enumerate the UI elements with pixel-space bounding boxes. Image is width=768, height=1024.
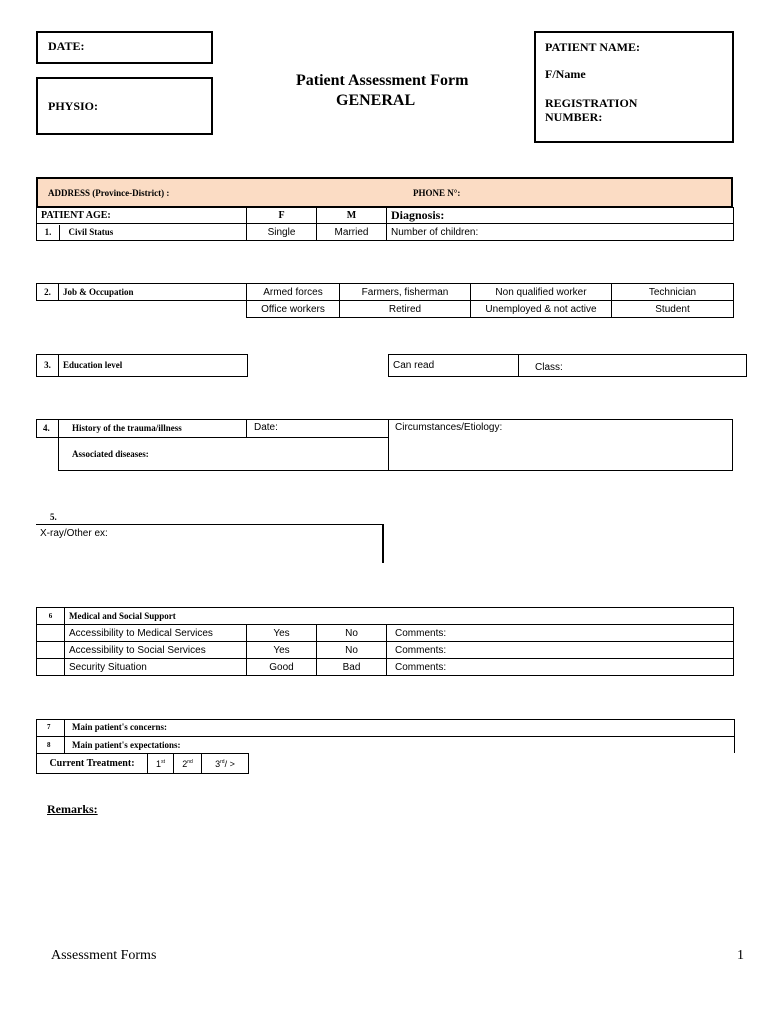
history-right-border (732, 419, 733, 471)
job-option[interactable]: Retired (340, 301, 471, 318)
job-option[interactable]: Student (612, 301, 734, 318)
date-box[interactable] (36, 31, 213, 64)
age-m-cell[interactable]: M (317, 208, 387, 224)
form-title: Patient Assessment Form (296, 72, 469, 89)
circumstances-field[interactable]: Circumstances/Etiology: (395, 422, 503, 433)
job-row-2 (37, 301, 734, 318)
support-comments[interactable]: Comments: (387, 625, 734, 642)
education-label: Education level (59, 355, 248, 377)
concerns-right-border (734, 719, 735, 753)
children-field[interactable]: Number of children: (387, 224, 734, 241)
support-title: Medical and Social Support (65, 608, 734, 625)
support-row (37, 659, 734, 676)
concerns-block (36, 719, 735, 753)
job-table (36, 283, 734, 318)
patient-age-label: PATIENT AGE: (37, 208, 247, 224)
support-row (37, 642, 734, 659)
reading-table (388, 354, 747, 377)
concerns-num: 7 (47, 723, 51, 731)
treatment-second-num: 2 (182, 759, 188, 769)
job-row-1 (37, 284, 734, 301)
history-mid-border (58, 437, 388, 438)
history-num-divider (58, 419, 59, 471)
date-label: DATE: (48, 39, 85, 53)
history-divider (388, 419, 389, 471)
job-label: Job & Occupation (59, 284, 247, 301)
history-left-border (36, 419, 37, 437)
job-option[interactable]: Farmers, fisherman (340, 284, 471, 301)
support-header-row (37, 608, 734, 625)
history-bottom-border (58, 470, 733, 471)
fname-label: F/Name (545, 67, 586, 81)
support-num: 6 (37, 608, 65, 625)
support-comments[interactable]: Comments: (387, 642, 734, 659)
registration-label-1: REGISTRATION (545, 96, 638, 110)
education-table (36, 354, 248, 377)
age-row (37, 208, 734, 224)
class-field[interactable]: Class: (519, 355, 747, 377)
history-num: 4. (43, 423, 50, 433)
phone-label: PHONE N°: (413, 188, 461, 198)
married-option[interactable]: Married (317, 224, 387, 241)
physio-label: PHYSIO: (48, 99, 99, 113)
treatment-third-suffix: / > (224, 759, 235, 769)
civil-status-num: 1. (37, 225, 60, 240)
support-row-label: Security Situation (65, 659, 247, 676)
patient-name-label: PATIENT NAME: (545, 40, 641, 54)
job-option[interactable]: Non qualified worker (471, 284, 612, 301)
support-row-label: Accessibility to Social Services (65, 642, 247, 659)
job-empty (37, 301, 59, 318)
address-row[interactable] (36, 177, 733, 208)
patient-info-box[interactable] (534, 31, 734, 143)
expectations-num: 8 (47, 741, 51, 749)
xray-label: X-ray/Other ex: (40, 528, 108, 539)
support-option-bad[interactable]: Bad (317, 659, 387, 676)
age-f-cell[interactable]: F (247, 208, 317, 224)
footer-title: Assessment Forms (51, 948, 157, 963)
support-option-yes[interactable]: Yes (247, 642, 317, 659)
education-num: 3. (37, 355, 59, 377)
support-row-label: Accessibility to Medical Services (65, 625, 247, 642)
treatment-second-sup: nd (187, 759, 193, 765)
remarks-label: Remarks: (47, 802, 98, 816)
support-row (37, 625, 734, 642)
concerns-num-divider (64, 719, 65, 753)
support-comments[interactable]: Comments: (387, 659, 734, 676)
history-num-bottom (36, 437, 58, 438)
concerns-mid-border (36, 736, 735, 737)
civil-status-label (37, 224, 247, 241)
associated-diseases-field[interactable]: Associated diseases: (72, 449, 149, 459)
treatment-first[interactable] (148, 754, 174, 774)
treatment-third[interactable] (202, 754, 249, 774)
can-read-field[interactable]: Can read (389, 355, 519, 377)
history-block (36, 419, 733, 471)
xray-num: 5. (50, 512, 57, 522)
page-number: 1 (737, 948, 744, 963)
treatment-first-sup: st (161, 759, 165, 765)
concerns-top-border (36, 719, 735, 720)
history-top-border (36, 419, 733, 420)
concerns-left-border (36, 719, 37, 753)
diagnosis-label[interactable]: Diagnosis: (387, 208, 734, 224)
job-num: 2. (37, 284, 59, 301)
support-option-good[interactable]: Good (247, 659, 317, 676)
history-label: History of the trauma/illness (72, 423, 182, 433)
support-empty (37, 625, 65, 642)
expectations-label[interactable]: Main patient's expectations: (72, 740, 181, 750)
support-option-yes[interactable]: Yes (247, 625, 317, 642)
civil-status-text: Civil Status (68, 226, 114, 237)
current-treatment-label: Current Treatment: (37, 754, 148, 774)
treatment-third-sup: rd (220, 759, 225, 765)
support-table (36, 607, 734, 676)
treatment-first-num: 1 (156, 759, 162, 769)
support-empty (37, 642, 65, 659)
support-empty (37, 659, 65, 676)
registration-label-2: NUMBER: (545, 110, 603, 124)
history-date-field[interactable]: Date: (254, 422, 278, 433)
xray-box[interactable] (36, 524, 384, 563)
concerns-label[interactable]: Main patient's concerns: (72, 722, 167, 732)
treatment-third-num: 3 (215, 759, 221, 769)
age-civil-table (36, 207, 734, 241)
civil-status-row (37, 224, 734, 241)
job-option[interactable]: Technician (612, 284, 734, 301)
support-option-no[interactable]: No (317, 642, 387, 659)
form-subtitle: GENERAL (336, 92, 416, 109)
job-option[interactable]: Unemployed & not active (471, 301, 612, 318)
history-divider (246, 419, 247, 437)
treatment-table (36, 753, 249, 774)
treatment-second[interactable] (174, 754, 202, 774)
support-option-no[interactable]: No (317, 625, 387, 642)
single-option[interactable]: Single (247, 224, 317, 241)
job-option[interactable]: Armed forces (247, 284, 340, 301)
physio-box[interactable] (36, 77, 213, 135)
job-empty (59, 301, 247, 318)
address-label: ADDRESS (Province-District) : (48, 188, 170, 198)
job-option[interactable]: Office workers (247, 301, 340, 318)
